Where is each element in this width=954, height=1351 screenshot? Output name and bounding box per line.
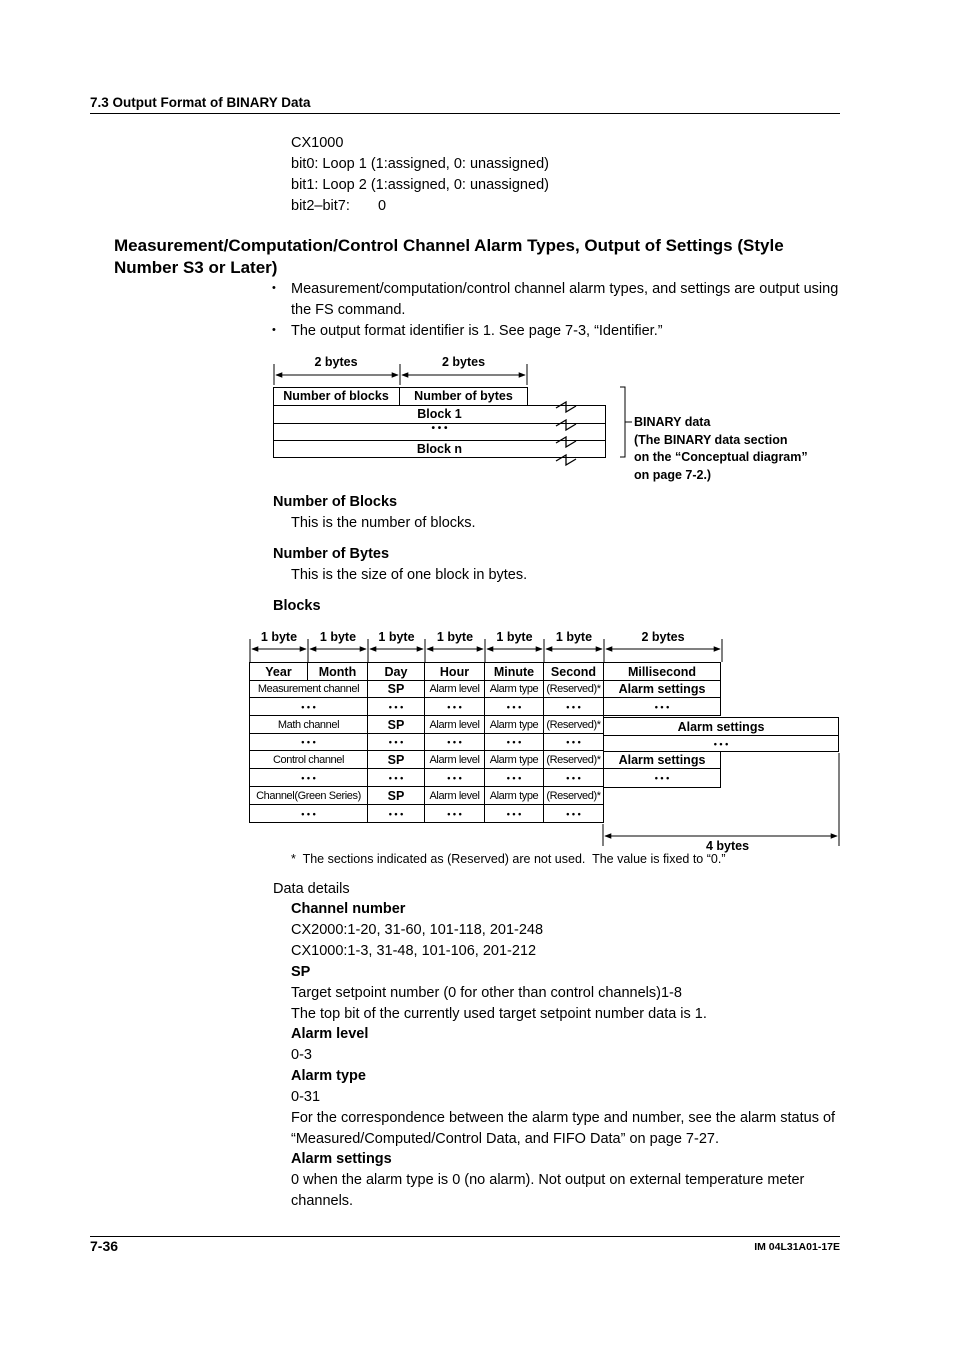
detail-text: Target setpoint number (0 for other than control channels)1-8: [291, 985, 682, 1001]
reserved-cell: (Reserved)*: [543, 750, 604, 769]
byte-width-label: 1 byte: [555, 630, 593, 644]
ellipsis-cell: • • •: [484, 804, 544, 823]
ellipsis-cell: • • •: [424, 804, 485, 823]
section-heading: Measurement/Computation/Control Channel Alarm Types, Output of Settings (Style: [114, 236, 784, 255]
ellipsis-cell: • • •: [249, 768, 368, 787]
alarm-type-cell: Alarm type: [484, 680, 544, 698]
reserved-cell: (Reserved)*: [543, 786, 604, 805]
section-heading: Number S3 or Later): [114, 258, 278, 277]
alarm-settings-cell: Alarm settings: [603, 751, 721, 769]
bullet-text: The output format identifier is 1. See page 7-3, “Identifier.”: [291, 323, 663, 339]
number-of-blocks-label: Number of blocks: [283, 389, 389, 403]
ellipsis-cell: • • •: [543, 768, 604, 787]
block-n-label: Block n: [416, 442, 463, 456]
channel-cell: Channel(Green Series): [249, 786, 368, 805]
ellipsis-cell: • • •: [424, 733, 485, 751]
detail-text: “Measured/Computed/Control Data, and FIFO Data” on page 7-27.: [291, 1131, 719, 1147]
intro-line: CX1000: [291, 135, 344, 151]
detail-text: The top bit of the currently used target setpoint number data is 1.: [291, 1006, 707, 1022]
sp-cell: SP: [367, 750, 425, 769]
binary-data-note: BINARY data: [634, 415, 711, 429]
millisecond-header: Millisecond: [603, 662, 721, 681]
byte-width-label: 2 bytes: [441, 355, 486, 369]
channel-number-title: Channel number: [291, 901, 406, 917]
alarm-type-title: Alarm type: [291, 1068, 366, 1084]
detail-text: 0 when the alarm type is 0 (no alarm). Not output on external temperature meter: [291, 1172, 805, 1188]
ellipsis-cell: • • •: [603, 697, 721, 716]
byte-width-label: 1 byte: [260, 630, 298, 644]
ellipsis-cell: • • •: [424, 697, 485, 716]
binary-data-note: on the “Conceptual diagram”: [634, 450, 808, 464]
alarm-level-cell: Alarm level: [424, 786, 485, 805]
bullet-text: the FS command.: [291, 302, 406, 318]
alarm-settings-title: Alarm settings: [291, 1151, 392, 1167]
byte-width-label: 1 byte: [319, 630, 357, 644]
intro-line: bit2–bit7: 0: [291, 198, 387, 214]
sp-cell: SP: [367, 680, 425, 698]
bullet-text: Measurement/computation/control channel alarm types, and settings are output using: [291, 281, 839, 297]
ellipsis-cell: • • •: [424, 768, 485, 787]
bullet-marker: •: [272, 324, 276, 336]
year-header: Year: [249, 662, 308, 681]
reserved-cell: (Reserved)*: [543, 680, 604, 698]
document-id: IM 04L31A01-17E: [754, 1241, 840, 1253]
channel-cell: Measurement channel: [249, 680, 368, 698]
ellipsis-cell: • • •: [543, 804, 604, 823]
ellipsis-label: • • •: [431, 423, 448, 434]
number-of-bytes-label: Number of bytes: [414, 389, 513, 403]
byte-width-label: 2 bytes: [641, 630, 685, 644]
channel-cell: Control channel: [249, 750, 368, 769]
detail-text: CX2000:1-20, 31-60, 101-118, 201-248: [291, 922, 544, 938]
blocks-title: Blocks: [273, 598, 321, 614]
ellipsis-cell: • • •: [367, 768, 425, 787]
number-of-bytes-title: Number of Bytes: [273, 546, 390, 562]
sp-title: SP: [291, 964, 311, 980]
ellipsis-cell: • • •: [367, 804, 425, 823]
table-footnote: * The sections indicated as (Reserved) are not used. The value is fixed to “0.”: [291, 852, 726, 866]
four-bytes-label: 4 bytes: [705, 839, 750, 853]
binary-data-note: (The BINARY data section: [634, 433, 788, 447]
hour-header: Hour: [424, 662, 485, 681]
minute-header: Minute: [484, 662, 544, 681]
byte-width-label: 2 bytes: [314, 355, 358, 369]
second-header: Second: [543, 662, 604, 681]
footer-rule: [90, 1236, 840, 1237]
page-number: 7-36: [90, 1238, 119, 1254]
ellipsis-cell: • • •: [249, 697, 368, 716]
detail-text: 0-31: [291, 1089, 321, 1105]
ellipsis-cell: • • •: [543, 697, 604, 716]
binary-data-note: on page 7-2.): [634, 468, 712, 482]
alarm-level-cell: Alarm level: [424, 680, 485, 698]
byte-width-label: 1 byte: [378, 630, 415, 644]
alarm-settings-cell: Alarm settings: [603, 717, 839, 736]
bullet-marker: •: [272, 282, 276, 294]
alarm-level-title: Alarm level: [291, 1026, 369, 1042]
byte-width-label: 1 byte: [496, 630, 533, 644]
ellipsis-cell: • • •: [543, 733, 604, 751]
ellipsis-cell: • • •: [367, 697, 425, 716]
detail-text: 0-3: [291, 1047, 312, 1063]
intro-line: bit1: Loop 2 (1:assigned, 0: unassigned): [291, 177, 549, 193]
alarm-type-cell: Alarm type: [484, 750, 544, 769]
reserved-cell: (Reserved)*: [543, 715, 604, 734]
section-header: 7.3 Output Format of BINARY Data: [90, 95, 311, 110]
intro-line: bit0: Loop 1 (1:assigned, 0: unassigned): [291, 156, 549, 172]
ellipsis-cell: • • •: [603, 768, 721, 788]
byte-width-label: 1 byte: [436, 630, 474, 644]
ellipsis-cell: • • •: [484, 768, 544, 787]
alarm-type-cell: Alarm type: [484, 715, 544, 734]
ellipsis-cell: • • •: [249, 733, 368, 751]
block-1-label: Block 1: [417, 407, 462, 421]
number-of-blocks-text: This is the number of blocks.: [291, 515, 476, 531]
ellipsis-cell: • • •: [484, 697, 544, 716]
month-header: Month: [307, 662, 368, 681]
alarm-settings-cell: Alarm settings: [603, 680, 721, 698]
ellipsis-cell: • • •: [249, 804, 368, 823]
ellipsis-cell: • • •: [367, 733, 425, 751]
number-of-blocks-title: Number of Blocks: [273, 494, 398, 510]
alarm-level-cell: Alarm level: [424, 715, 485, 734]
number-of-bytes-text: This is the size of one block in bytes.: [291, 567, 528, 583]
detail-text: CX1000:1-3, 31-48, 101-106, 201-212: [291, 943, 537, 959]
sp-cell: SP: [367, 715, 425, 734]
day-header: Day: [367, 662, 425, 681]
detail-text: channels.: [291, 1193, 354, 1209]
details-title: Data details: [273, 881, 350, 897]
ellipsis-cell: • • •: [484, 733, 544, 751]
alarm-type-cell: Alarm type: [484, 786, 544, 805]
detail-text: For the correspondence between the alarm type and number, see the alarm status of: [291, 1110, 836, 1126]
alarm-level-cell: Alarm level: [424, 750, 485, 769]
ellipsis-cell: • • •: [603, 735, 839, 752]
sp-cell: SP: [367, 786, 425, 805]
channel-cell: Math channel: [249, 715, 368, 734]
